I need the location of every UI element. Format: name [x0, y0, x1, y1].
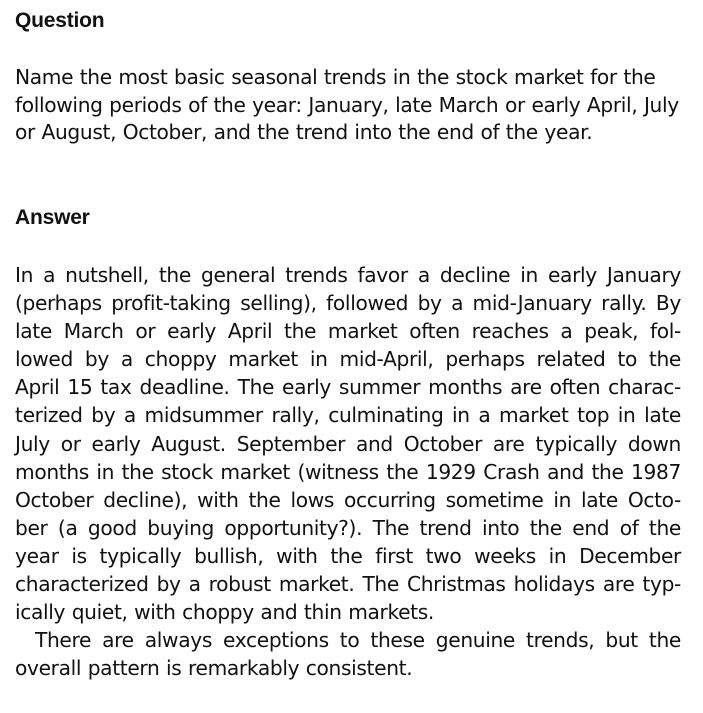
- answer-text: [15, 261, 681, 682]
- answer-line: There are always exceptions to these genuine trends, but the: [35, 628, 681, 653]
- answer-line: terized by a midsummer rally, culminating in a market top in late: [15, 403, 681, 428]
- answer-line: (perhaps profit-taking selling), followed by a mid-January rally. By: [15, 291, 681, 316]
- answer-line: lowed by a choppy market in mid-April, perhaps related to the: [15, 347, 681, 372]
- answer-line: In a nutshell, the general trends favor a decline in early January: [15, 263, 681, 287]
- answer-line: overall pattern is remarkably consistent.: [15, 656, 413, 681]
- answer-line: ically quiet, with choppy and thin markets.: [15, 600, 434, 625]
- answer-line: year is typically bullish, with the first two weeks in December: [15, 543, 681, 568]
- answer-line: April 15 tax deadline. The early summer months are often charac-: [15, 375, 681, 400]
- answer-heading: Answer: [15, 206, 90, 229]
- answer-line: characterized by a robust market. The Christmas holidays are typ-: [15, 572, 681, 597]
- answer-line: months in the stock market (witness the 1929 Crash and the 1987: [15, 459, 681, 484]
- answer-line: October decline), with the lows occurring sometime in late Octo-: [15, 487, 681, 512]
- answer-line: ber (a good buying opportunity?). The trend into the end of the: [15, 515, 681, 540]
- question-heading: Question: [15, 9, 105, 32]
- answer-line: late March or early April the market often reaches a peak, fol-: [15, 319, 681, 344]
- question-text: Name the most basic seasonal trends in the stock market for the following periods of the year: January, late March or early April, July or August, October, and the trend into the end of the year.: [15, 65, 679, 144]
- answer-line: July or early August. September and October are typically down: [15, 431, 681, 456]
